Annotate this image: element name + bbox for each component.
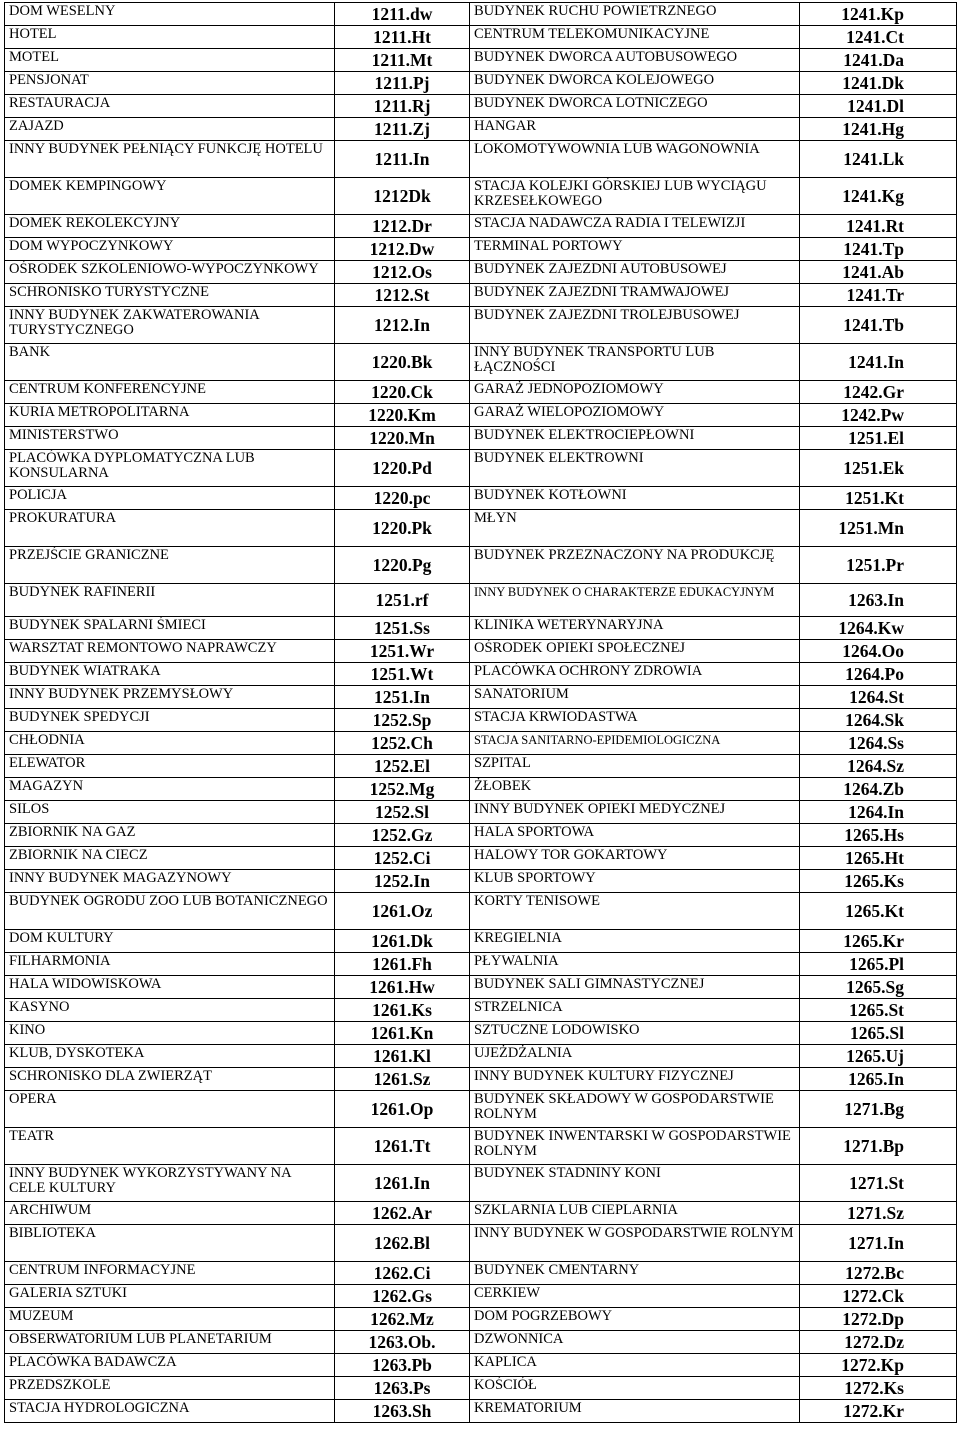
building-name-left: KASYNO [5,999,335,1022]
building-name-left: PRZEJŚCIE GRANICZNE [5,547,335,584]
building-code-left: 1211.Pj [335,72,470,95]
table-row [5,1354,957,1377]
building-code-left: 1251.Wr [335,640,470,663]
building-code-right: 1271.Bp [800,1128,957,1165]
building-code-right: 1264.Zb [800,778,957,801]
building-code-right: 1265.Ks [800,870,957,893]
building-name-right: BUDYNEK ZAJEZDNI TRAMWAJOWEJ [470,284,800,307]
building-name-right: SZTUCZNE LODOWISKO [470,1022,800,1045]
building-code-right: 1264.St [800,686,957,709]
building-name-right: CERKIEW [470,1285,800,1308]
building-name-right: INNY BUDYNEK O CHARAKTERZE EDUKACYJNYM [470,584,800,617]
building-code-right: 1241.Tb [800,307,957,344]
table-row [5,1400,957,1423]
building-code-left: 1220.Pg [335,547,470,584]
building-code-right: 1241.Lk [800,141,957,178]
table-row [5,547,957,584]
building-code-right: 1241.Ab [800,261,957,284]
building-name-right: HALOWY TOR GOKARTOWY [470,847,800,870]
building-code-right: 1241.Kp [800,3,957,26]
building-name-right: STACJA KRWIODASTWA [470,709,800,732]
building-code-right: 1265.Sg [800,976,957,999]
building-name-right: BUDYNEK KOTŁOWNI [470,487,800,510]
table-row [5,450,957,487]
building-code-left: 1212.Os [335,261,470,284]
building-name-right: BUDYNEK SKŁADOWY W GOSPODARSTWIE ROLNYM [470,1091,800,1128]
table-row [5,1285,957,1308]
building-code-left: 1211.Ht [335,26,470,49]
building-code-right: 1251.Pr [800,547,957,584]
building-code-right: 1264.Kw [800,617,957,640]
building-name-right: KAPLICA [470,1354,800,1377]
building-name-left: DOM WYPOCZYNKOWY [5,238,335,261]
table-row [5,1225,957,1262]
building-name-right: KOŚCIÓŁ [470,1377,800,1400]
building-code-left: 1220.Ck [335,381,470,404]
building-code-right: 1272.Kr [800,1400,957,1423]
building-name-left: ZBIORNIK NA CIECZ [5,847,335,870]
building-code-left: 1212.Dw [335,238,470,261]
table-row [5,284,957,307]
building-code-right: 1264.Po [800,663,957,686]
building-name-right: BUDYNEK SALI GIMNASTYCZNEJ [470,976,800,999]
building-name-left: BUDYNEK RAFINERII [5,584,335,617]
table-row [5,344,957,381]
building-code-left: 1262.Gs [335,1285,470,1308]
building-code-right: 1271.St [800,1165,957,1202]
building-code-right: 1264.In [800,801,957,824]
building-name-right: DZWONNICA [470,1331,800,1354]
building-code-left: 1211.dw [335,3,470,26]
building-name-left: GALERIA SZTUKI [5,1285,335,1308]
building-name-left: KURIA METROPOLITARNA [5,404,335,427]
building-name-right: BUDYNEK ELEKTROWNI [470,450,800,487]
building-name-right: STACJA KOLEJKI GÓRSKIEJ LUB WYCIĄGU KRZESEŁKOWEGO [470,178,800,215]
building-code-left: 1261.Ks [335,999,470,1022]
building-name-right: BUDYNEK ELEKTROCIEPŁOWNI [470,427,800,450]
building-code-right: 1251.Ek [800,450,957,487]
building-code-right: 1265.Hs [800,824,957,847]
table-row [5,49,957,72]
building-name-left: FILHARMONIA [5,953,335,976]
building-code-left: 1252.Sl [335,801,470,824]
building-code-right: 1265.St [800,999,957,1022]
building-code-right: 1241.Rt [800,215,957,238]
building-code-left: 1252.El [335,755,470,778]
building-code-left: 1220.Mn [335,427,470,450]
building-name-left: CENTRUM KONFERENCYJNE [5,381,335,404]
building-code-right: 1241.Dk [800,72,957,95]
building-code-left: 1212.In [335,307,470,344]
building-code-right: 1241.Kg [800,178,957,215]
building-name-left: BUDYNEK SPEDYCJI [5,709,335,732]
building-name-right: BUDYNEK ZAJEZDNI AUTOBUSOWEJ [470,261,800,284]
building-codes-table [4,2,957,1423]
table-row [5,510,957,547]
table-row [5,178,957,215]
building-code-right: 1264.Ss [800,732,957,755]
building-name-right: UJEŻDŻALNIA [470,1045,800,1068]
building-name-right: OŚRODEK OPIEKI SPOŁECZNEJ [470,640,800,663]
building-name-right: ŻŁOBEK [470,778,800,801]
building-code-right: 1272.Kp [800,1354,957,1377]
building-name-right: KREMATORIUM [470,1400,800,1423]
building-name-left: PENSJONAT [5,72,335,95]
building-code-left: 1211.Rj [335,95,470,118]
building-code-left: 1261.In [335,1165,470,1202]
table-body [5,3,957,1423]
building-name-right: BUDYNEK INWENTARSKI W GOSPODARSTWIE ROLNYM [470,1128,800,1165]
building-code-right: 1251.Kt [800,487,957,510]
building-name-left: ZBIORNIK NA GAZ [5,824,335,847]
building-code-right: 1241.Tr [800,284,957,307]
building-code-right: 1271.Sz [800,1202,957,1225]
building-code-left: 1263.Ob. [335,1331,470,1354]
building-name-left: SCHRONISKO TURYSTYCZNE [5,284,335,307]
building-name-left: SILOS [5,801,335,824]
building-code-left: 1261.Kn [335,1022,470,1045]
building-code-right: 1265.Kr [800,930,957,953]
building-name-left: PRZEDSZKOLE [5,1377,335,1400]
table-row [5,1022,957,1045]
table-row [5,307,957,344]
table-row [5,1262,957,1285]
building-name-left: OŚRODEK SZKOLENIOWO-WYPOCZYNKOWY [5,261,335,284]
table-row [5,118,957,141]
table-row [5,801,957,824]
table-row [5,1331,957,1354]
building-name-left: INNY BUDYNEK MAGAZYNOWY [5,870,335,893]
building-name-left: BUDYNEK WIATRAKA [5,663,335,686]
building-name-left: HALA WIDOWISKOWA [5,976,335,999]
building-code-right: 1265.Kt [800,893,957,930]
building-name-right: INNY BUDYNEK TRANSPORTU LUB ŁĄCZNOŚCI [470,344,800,381]
building-name-right: INNY BUDYNEK KULTURY FIZYCZNEJ [470,1068,800,1091]
building-code-right: 1272.Ks [800,1377,957,1400]
building-name-right: BUDYNEK RUCHU POWIETRZNEGO [470,3,800,26]
building-code-right: 1265.In [800,1068,957,1091]
table-row [5,141,957,178]
building-code-left: 1211.In [335,141,470,178]
building-name-left: BUDYNEK OGRODU ZOO LUB BOTANICZNEGO [5,893,335,930]
building-code-left: 1220.pc [335,487,470,510]
building-name-right: BUDYNEK DWORCA AUTOBUSOWEGO [470,49,800,72]
building-name-right: KLUB SPORTOWY [470,870,800,893]
building-name-right: BUDYNEK DWORCA LOTNICZEGO [470,95,800,118]
building-code-right: 1264.Oo [800,640,957,663]
building-name-right: INNY BUDYNEK OPIEKI MEDYCZNEJ [470,801,800,824]
building-name-left: MUZEUM [5,1308,335,1331]
table-row [5,1202,957,1225]
building-code-right: 1263.In [800,584,957,617]
table-row [5,847,957,870]
table-row [5,1377,957,1400]
building-name-left: KLUB, DYSKOTEKA [5,1045,335,1068]
building-name-right: STACJA NADAWCZA RADIA I TELEWIZJI [470,215,800,238]
building-code-left: 1252.Ch [335,732,470,755]
table-row [5,1091,957,1128]
building-name-right: LOKOMOTYWOWNIA LUB WAGONOWNIA [470,141,800,178]
building-code-left: 1251.Wt [335,663,470,686]
building-name-right: SZPITAL [470,755,800,778]
building-code-left: 1262.Mz [335,1308,470,1331]
table-row [5,1128,957,1165]
building-name-left: INNY BUDYNEK WYKORZYSTYWANY NA CELE KULTURY [5,1165,335,1202]
building-code-right: 1241.In [800,344,957,381]
building-code-right: 1272.Ck [800,1285,957,1308]
building-code-left: 1252.Mg [335,778,470,801]
building-code-left: 1262.Ci [335,1262,470,1285]
building-code-right: 1265.Pl [800,953,957,976]
building-name-right: TERMINAL PORTOWY [470,238,800,261]
building-name-left: DOMEK KEMPINGOWY [5,178,335,215]
building-name-left: MINISTERSTWO [5,427,335,450]
table-row [5,404,957,427]
building-code-right: 1241.Ct [800,26,957,49]
building-code-left: 1252.Gz [335,824,470,847]
table-row [5,1165,957,1202]
building-name-left: BANK [5,344,335,381]
building-code-left: 1220.Bk [335,344,470,381]
building-name-left: POLICJA [5,487,335,510]
building-code-left: 1261.Op [335,1091,470,1128]
table-row [5,953,957,976]
building-name-right: PŁYWALNIA [470,953,800,976]
table-row [5,893,957,930]
table-row [5,584,957,617]
building-name-right: GARAŻ WIELOPOZIOMOWY [470,404,800,427]
building-code-right: 1265.Uj [800,1045,957,1068]
building-code-left: 1211.Zj [335,118,470,141]
building-name-right: GARAŻ JEDNOPOZIOMOWY [470,381,800,404]
building-name-right: HALA SPORTOWA [470,824,800,847]
table-row [5,709,957,732]
table-row [5,976,957,999]
building-name-left: DOMEK REKOLEKCYJNY [5,215,335,238]
building-name-left: ELEWATOR [5,755,335,778]
building-code-left: 1212.St [335,284,470,307]
building-code-right: 1272.Dp [800,1308,957,1331]
building-code-right: 1264.Sz [800,755,957,778]
table-row [5,1308,957,1331]
building-name-left: ARCHIWUM [5,1202,335,1225]
building-code-left: 1212.Dr [335,215,470,238]
building-codes-table-container [4,2,956,1423]
building-code-left: 1220.Pd [335,450,470,487]
building-code-right: 1264.Sk [800,709,957,732]
building-code-left: 1263.Ps [335,1377,470,1400]
building-name-left: OBSERWATORIUM LUB PLANETARIUM [5,1331,335,1354]
building-name-right: BUDYNEK PRZEZNACZONY NA PRODUKCJĘ [470,547,800,584]
building-name-right: BUDYNEK STADNINY KONI [470,1165,800,1202]
building-name-right: DOM POGRZEBOWY [470,1308,800,1331]
table-row [5,381,957,404]
building-code-left: 1211.Mt [335,49,470,72]
table-row [5,930,957,953]
building-name-left: KINO [5,1022,335,1045]
building-name-right: KREGIELNIA [470,930,800,953]
building-code-right: 1251.El [800,427,957,450]
table-row [5,1068,957,1091]
table-row [5,72,957,95]
building-name-left: TEATR [5,1128,335,1165]
building-code-right: 1242.Pw [800,404,957,427]
building-code-left: 1251.Ss [335,617,470,640]
table-row [5,640,957,663]
building-name-left: BUDYNEK SPALARNI ŚMIECI [5,617,335,640]
building-name-left: SCHRONISKO DLA ZWIERZĄT [5,1068,335,1091]
building-name-left: RESTAURACJA [5,95,335,118]
building-code-left: 1263.Sh [335,1400,470,1423]
table-row [5,870,957,893]
building-code-right: 1272.Dz [800,1331,957,1354]
building-code-left: 1251.In [335,686,470,709]
building-name-left: ZAJAZD [5,118,335,141]
building-code-left: 1212Dk [335,178,470,215]
table-row [5,215,957,238]
building-name-right: BUDYNEK CMENTARNY [470,1262,800,1285]
building-name-left: PLACÓWKA BADAWCZA [5,1354,335,1377]
building-code-left: 1263.Pb [335,1354,470,1377]
building-name-right: BUDYNEK ZAJEZDNI TROLEJBUSOWEJ [470,307,800,344]
building-name-left: HOTEL [5,26,335,49]
building-name-left: OPERA [5,1091,335,1128]
building-code-left: 1261.Kl [335,1045,470,1068]
building-name-right: HANGAR [470,118,800,141]
building-code-left: 1261.Tt [335,1128,470,1165]
building-code-right: 1241.Dl [800,95,957,118]
building-code-right: 1265.Sl [800,1022,957,1045]
building-code-right: 1271.Bg [800,1091,957,1128]
building-code-left: 1252.Ci [335,847,470,870]
table-row [5,487,957,510]
building-code-left: 1262.Bl [335,1225,470,1262]
building-name-right: KLINIKA WETERYNARYJNA [470,617,800,640]
building-name-left: CHŁODNIA [5,732,335,755]
building-code-left: 1262.Ar [335,1202,470,1225]
building-name-left: CENTRUM INFORMACYJNE [5,1262,335,1285]
table-row [5,261,957,284]
building-code-left: 1220.Km [335,404,470,427]
building-name-right: PLACÓWKA OCHRONY ZDROWIA [470,663,800,686]
building-name-left: DOM KULTURY [5,930,335,953]
table-row [5,686,957,709]
building-name-left: MAGAZYN [5,778,335,801]
table-row [5,427,957,450]
building-code-left: 1252.Sp [335,709,470,732]
building-name-right: KORTY TENISOWE [470,893,800,930]
table-row [5,238,957,261]
building-code-left: 1261.Sz [335,1068,470,1091]
building-code-right: 1241.Da [800,49,957,72]
building-name-left: MOTEL [5,49,335,72]
building-name-right: SZKLARNIA LUB CIEPLARNIA [470,1202,800,1225]
building-name-left: WARSZTAT REMONTOWO NAPRAWCZY [5,640,335,663]
building-name-right: CENTRUM TELEKOMUNIKACYJNE [470,26,800,49]
building-name-left: INNY BUDYNEK PEŁNIĄCY FUNKCJĘ HOTELU [5,141,335,178]
table-row [5,95,957,118]
building-code-right: 1265.Ht [800,847,957,870]
table-row [5,755,957,778]
building-code-right: 1272.Bc [800,1262,957,1285]
building-code-left: 1261.Hw [335,976,470,999]
building-name-left: STACJA HYDROLOGICZNA [5,1400,335,1423]
building-name-right: STRZELNICA [470,999,800,1022]
table-row [5,26,957,49]
building-name-right: BUDYNEK DWORCA KOLEJOWEGO [470,72,800,95]
building-name-left: INNY BUDYNEK PRZEMYSŁOWY [5,686,335,709]
building-code-right: 1241.Tp [800,238,957,261]
building-code-left: 1261.Fh [335,953,470,976]
building-code-right: 1242.Gr [800,381,957,404]
table-row [5,1045,957,1068]
building-code-left: 1261.Dk [335,930,470,953]
building-name-right: MŁYN [470,510,800,547]
building-name-left: INNY BUDYNEK ZAKWATEROWANIA TURYSTYCZNEGO [5,307,335,344]
table-row [5,617,957,640]
building-name-left: PROKURATURA [5,510,335,547]
building-code-left: 1251.rf [335,584,470,617]
building-code-left: 1220.Pk [335,510,470,547]
table-row [5,778,957,801]
table-row [5,999,957,1022]
building-code-left: 1261.Oz [335,893,470,930]
table-row [5,824,957,847]
table-row [5,663,957,686]
building-name-left: DOM WESELNY [5,3,335,26]
building-name-right: STACJA SANITARNO-EPIDEMIOLOGICZNA [470,732,800,755]
building-code-right: 1251.Mn [800,510,957,547]
building-name-left: BIBLIOTEKA [5,1225,335,1262]
building-code-right: 1271.In [800,1225,957,1262]
building-code-left: 1252.In [335,870,470,893]
building-name-right: SANATORIUM [470,686,800,709]
table-row [5,732,957,755]
building-name-right: INNY BUDYNEK W GOSPODARSTWIE ROLNYM [470,1225,800,1262]
building-code-right: 1241.Hg [800,118,957,141]
table-row [5,3,957,26]
building-name-left: PLACÓWKA DYPLOMATYCZNA LUB KONSULARNA [5,450,335,487]
